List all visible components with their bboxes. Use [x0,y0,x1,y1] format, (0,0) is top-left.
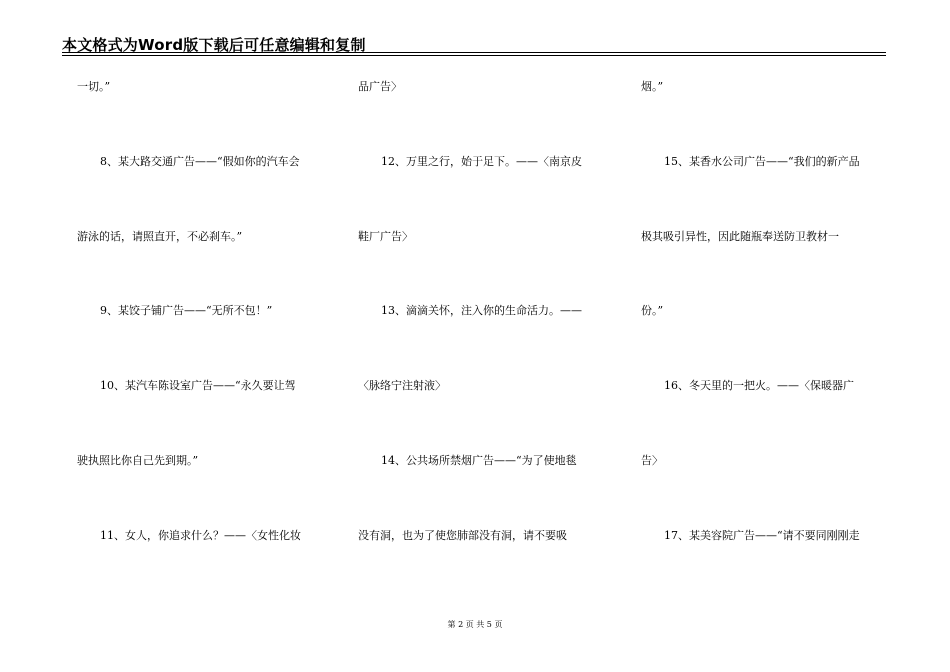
text-line: 10、某汽车陈设室广告——“永久要让驾 [100,379,296,392]
text-line: 驶执照比你自己先到期。” [77,454,199,467]
text-line: 12、万里之行，始于足下。——〈南京皮 [381,155,582,168]
text-line: 烟。” [641,80,664,93]
text-line: 14、公共场所禁烟广告——“为了使地毯 [381,454,577,467]
text-line: 游泳的话，请照直开，不必刹车。” [77,230,243,243]
text-column-3 [641,0,886,672]
text-column-1 [77,0,327,672]
text-line: 品广告〉 [358,80,402,93]
text-line: 8、某大路交通广告——“假如你的汽车会 [100,155,300,168]
text-line: 极其吸引异性，因此随瓶奉送防卫教材一 [641,230,839,243]
text-column-2 [358,0,608,672]
text-line: 没有洞，也为了使您肺部没有洞，请不要吸 [358,529,567,542]
text-line: 16、冬天里的一把火。——〈保暖器广 [664,379,854,392]
text-line: 〈脉络宁注射液〉 [358,379,446,392]
text-line: 9、某饺子铺广告——“无所不包！” [100,304,273,317]
document-title: 本文格式为Word版下载后可任意编辑和复制 [62,36,366,54]
text-line: 13、滴滴关怀，注入你的生命活力。—— [381,304,582,317]
text-line: 11、女人，你追求什么？——〈女性化妆 [100,529,301,542]
text-line: 鞋厂广告〉 [358,230,413,243]
text-line: 份。” [641,304,664,317]
text-line: 一切。” [77,80,111,93]
text-line: 17、某美容院广告——“请不要同刚刚走 [664,529,860,542]
page-number: 第 2 页 共 5 页 [447,620,503,629]
text-line: 15、某香水公司广告——“我们的新产品 [664,155,860,168]
text-line: 告〉 [641,454,663,467]
